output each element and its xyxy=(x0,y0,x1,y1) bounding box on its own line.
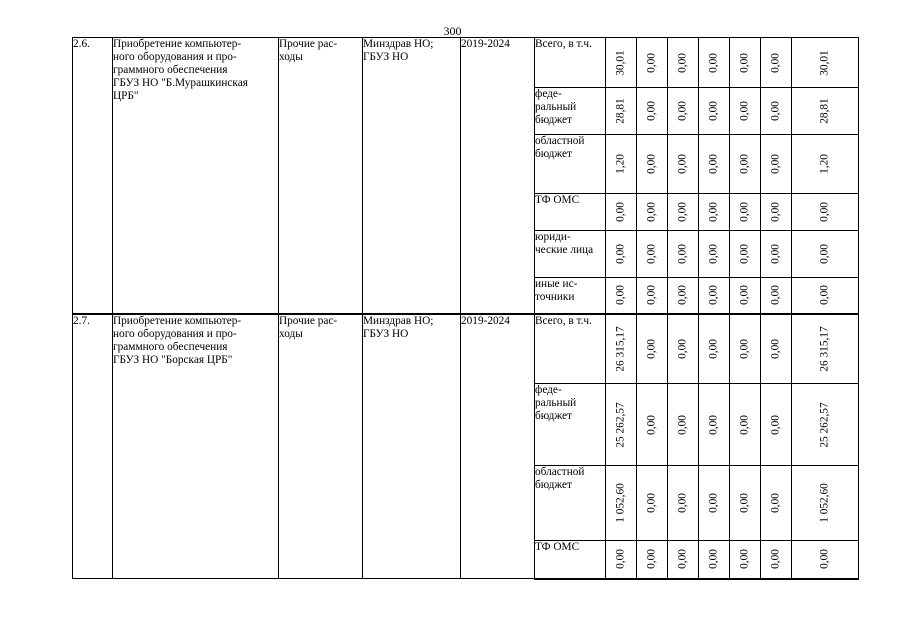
value-cell: 0,00 xyxy=(676,493,689,513)
value-cell: 0,00 xyxy=(676,549,689,570)
value-cell: 0,00 xyxy=(676,101,689,121)
value-cell: 0,00 xyxy=(707,493,720,513)
value-cell: 1,20 xyxy=(614,154,627,174)
value-cell: 30,01 xyxy=(614,49,627,76)
value-cell: 28,81 xyxy=(818,98,831,124)
value-cell: 1 052,60 xyxy=(818,483,831,523)
table-row xyxy=(73,38,859,88)
value-cell: 0,00 xyxy=(818,202,831,222)
value-cell: 0,00 xyxy=(769,244,782,264)
value-cell: 0,00 xyxy=(738,338,751,359)
budget-table xyxy=(72,37,859,580)
value-cell: 0,00 xyxy=(707,202,720,222)
value-cell: 0,00 xyxy=(769,52,782,73)
period: 2019-2024 xyxy=(461,38,535,314)
value-cell: 0,00 xyxy=(738,414,751,435)
table-row xyxy=(73,314,859,384)
value-cell: 0,00 xyxy=(707,549,720,570)
value-cell: 0,00 xyxy=(645,493,658,513)
value-cell: 0,00 xyxy=(769,285,782,306)
value-cell: 0,00 xyxy=(707,285,720,306)
value-cell: 0,00 xyxy=(645,549,658,570)
source-label: юриди- ческие лица xyxy=(535,231,606,278)
value-cell: 0,00 xyxy=(738,101,751,121)
value-cell: 0,00 xyxy=(769,154,782,174)
source-label: феде- ральный бюджет xyxy=(535,88,606,135)
value-cell: 0,00 xyxy=(645,414,658,435)
value-cell: 0,00 xyxy=(676,154,689,174)
value-cell: 25 262,57 xyxy=(614,401,627,448)
value-cell: 0,00 xyxy=(769,493,782,513)
value-cell: 0,00 xyxy=(738,244,751,264)
item-name: Приобретение компьютер- ного оборудования и про- граммного обеспечения ГБУЗ НО "Б.Мурашкинская ЦРБ" xyxy=(113,38,279,314)
value-cell: 0,00 xyxy=(645,52,658,73)
value-cell: 0,00 xyxy=(738,52,751,73)
value-cell: 30,01 xyxy=(818,49,831,76)
value-cell: 0,00 xyxy=(818,549,831,570)
value-cell: 0,00 xyxy=(645,244,658,264)
value-cell: 0,00 xyxy=(676,244,689,264)
value-cell: 0,00 xyxy=(645,154,658,174)
value-cell: 26 315,17 xyxy=(614,326,627,372)
value-cell: 0,00 xyxy=(769,549,782,570)
value-cell: 0,00 xyxy=(676,285,689,306)
period: 2019-2024 xyxy=(461,314,535,579)
item-name: Приобретение компьютер- ного оборудования и про- граммного обеспечения ГБУЗ НО "Борская ЦРБ" xyxy=(113,314,279,579)
executor: Минздрав НО; ГБУЗ НО xyxy=(363,38,461,314)
executor: Минздрав НО; ГБУЗ НО xyxy=(363,314,461,579)
value-cell: 0,00 xyxy=(614,285,627,306)
source-label: ТФ ОМС xyxy=(535,194,606,231)
source-label: ТФ ОМС xyxy=(535,541,606,579)
value-cell: 0,00 xyxy=(769,338,782,359)
value-cell: 0,00 xyxy=(769,202,782,222)
value-cell: 0,00 xyxy=(614,202,627,222)
value-cell: 0,00 xyxy=(707,338,720,359)
value-cell: 0,00 xyxy=(645,101,658,121)
source-label: иные ис- точники xyxy=(535,278,606,314)
value-cell: 0,00 xyxy=(707,244,720,264)
value-cell: 0,00 xyxy=(738,549,751,570)
source-label: феде- ральный бюджет xyxy=(535,384,606,466)
expense-type: Прочие рас- ходы xyxy=(279,314,363,579)
value-cell: 0,00 xyxy=(676,202,689,222)
value-cell: 0,00 xyxy=(738,285,751,306)
value-cell: 0,00 xyxy=(769,101,782,121)
value-cell: 1,20 xyxy=(818,154,831,174)
value-cell: 0,00 xyxy=(676,338,689,359)
expense-type: Прочие рас- ходы xyxy=(279,38,363,314)
value-cell: 0,00 xyxy=(645,285,658,306)
value-cell: 28,81 xyxy=(614,98,627,124)
value-cell: 0,00 xyxy=(676,52,689,73)
value-cell: 1 052,60 xyxy=(614,483,627,523)
value-cell: 0,00 xyxy=(676,414,689,435)
value-cell: 0,00 xyxy=(707,101,720,121)
value-cell: 0,00 xyxy=(769,414,782,435)
value-cell: 0,00 xyxy=(818,244,831,264)
value-cell: 0,00 xyxy=(707,52,720,73)
page-number: 300 xyxy=(443,24,462,38)
value-cell: 0,00 xyxy=(818,285,831,306)
source-label: областной бюджет xyxy=(535,466,606,541)
source-label: областной бюджет xyxy=(535,135,606,194)
value-cell: 0,00 xyxy=(738,493,751,513)
item-number: 2.6. xyxy=(73,38,113,314)
value-cell: 25 262,57 xyxy=(818,401,831,448)
value-cell: 0,00 xyxy=(614,244,627,264)
source-label: Всего, в т.ч. xyxy=(535,38,606,88)
value-cell: 0,00 xyxy=(738,202,751,222)
value-cell: 0,00 xyxy=(707,154,720,174)
value-cell: 0,00 xyxy=(645,202,658,222)
value-cell: 0,00 xyxy=(707,414,720,435)
value-cell: 0,00 xyxy=(614,549,627,570)
source-label: Всего, в т.ч. xyxy=(535,314,606,384)
value-cell: 0,00 xyxy=(645,338,658,359)
value-cell: 0,00 xyxy=(738,154,751,174)
item-number: 2.7. xyxy=(73,314,113,579)
value-cell: 26 315,17 xyxy=(818,326,831,372)
